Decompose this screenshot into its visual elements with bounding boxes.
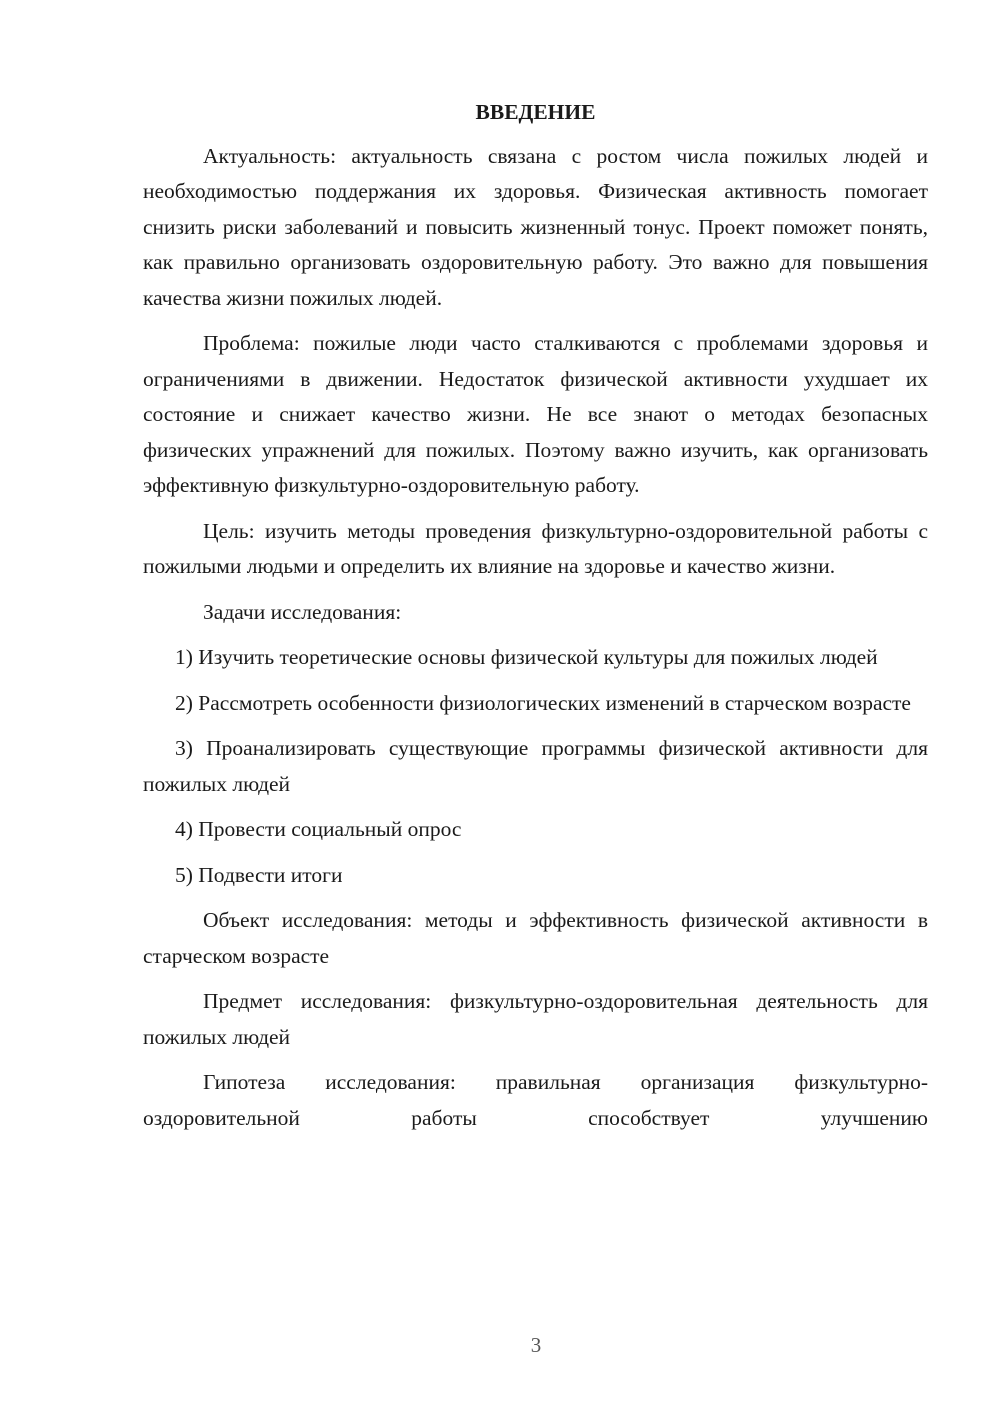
task-item-1: 1) Изучить теоретические основы физической культуры для пожилых людей (175, 645, 878, 669)
relevance-paragraph: Актуальность: актуальность связана с ростом числа пожилых людей и необходимостью поддержания их здоровья. Физическая активность помогает снизить риски заболеваний и повысить жизненный тонус. Проект поможет понять, как правильно организовать оздоровительную работу. Это важно для повышения качества жизни пожилых людей. (143, 143, 928, 310)
goal-paragraph: Цель: изучить методы проведения физкультурно-оздоровительной работы с пожилыми людьми и определить их влияние на здоровье и качество жизни. (143, 518, 928, 578)
document-title: ВВЕДЕНИЕ (475, 100, 596, 124)
subject-paragraph: Предмет исследования: физкультурно-оздоровительная деятельность для пожилых людей (143, 989, 928, 1049)
tasks-heading: Задачи исследования: (203, 599, 402, 624)
task-item-3: 3) Проанализировать существующие программы физической активности для пожилых людей (143, 736, 928, 796)
task-item-5: 5) Подвести итоги (175, 862, 343, 887)
page-number: 3 (530, 1333, 542, 1357)
problem-paragraph: Проблема: пожилые люди часто сталкиваются с проблемами здоровья и ограничениями в движении. Недостаток физической активности ухудшает их состояние и снижает качество жизни. Не все знают о методах безопасных физических упражнений для пожилых. Поэтому важно изучить, как организовать эффективную физкультурно-оздоровительную работу. (143, 331, 928, 497)
hypothesis-paragraph: Гипотеза исследования: правильная организация физкультурно-оздоровительной работы способствует улучшению (143, 1070, 928, 1130)
object-paragraph: Объект исследования: методы и эффективность физической активности в старческом возрасте (143, 908, 928, 968)
document-page (143, 95, 928, 1146)
task-item-2: 2) Рассмотреть особенности физиологических изменений в старческом возрасте (175, 690, 911, 715)
task-item-4: 4) Провести социальный опрос (175, 817, 462, 841)
